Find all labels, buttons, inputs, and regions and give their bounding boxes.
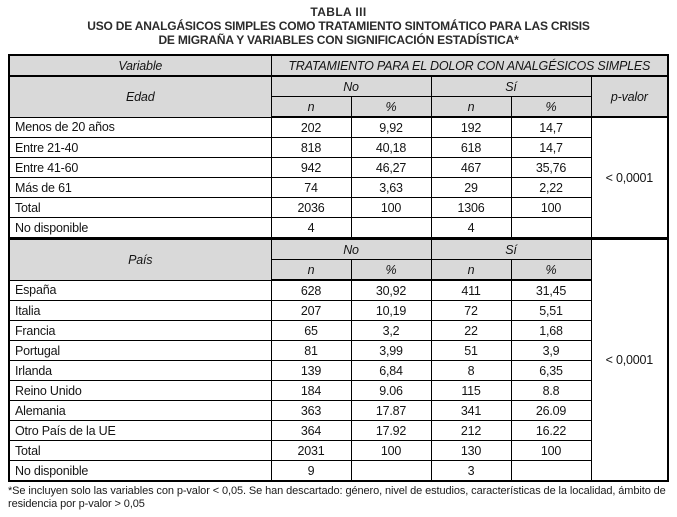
- no-pct-cell: 9.06: [351, 381, 431, 401]
- table-row: [9, 117, 668, 138]
- table-row: [9, 461, 668, 482]
- row-label-cell: Menos de 20 años: [9, 117, 271, 138]
- no-column-group-header-edad: No: [271, 76, 431, 97]
- no-pct-cell: 40,18: [351, 138, 431, 158]
- row-label-cell: No disponible: [9, 461, 271, 482]
- si-n-cell: 411: [431, 280, 511, 301]
- no-n-cell: 74: [271, 178, 351, 198]
- si-pct-cell: 16.22: [511, 421, 591, 441]
- si-n-cell: 29: [431, 178, 511, 198]
- si-pct-cell: 2,22: [511, 178, 591, 198]
- si-n-cell: 72: [431, 301, 511, 321]
- si-n-cell: 3: [431, 461, 511, 482]
- si-pct-cell: 14,7: [511, 138, 591, 158]
- no-n-cell: 207: [271, 301, 351, 321]
- no-n-cell: 2031: [271, 441, 351, 461]
- no-n-cell: 2036: [271, 198, 351, 218]
- table-row: [9, 198, 668, 218]
- si-pct-cell: 100: [511, 441, 591, 461]
- table-row: [9, 421, 668, 441]
- row-label-cell: España: [9, 280, 271, 301]
- p-value-cell-pais: < 0,0001: [591, 239, 668, 482]
- no-pct-cell: 3,63: [351, 178, 431, 198]
- si-n-cell: 22: [431, 321, 511, 341]
- no-pct-cell: 100: [351, 198, 431, 218]
- si-n-cell: 192: [431, 117, 511, 138]
- no-pct-cell: 17.92: [351, 421, 431, 441]
- si-pct-cell: 14,7: [511, 117, 591, 138]
- edad-group-header-row: [9, 76, 668, 97]
- si-column-group-header-edad: Sí: [431, 76, 591, 97]
- pais-group-header-row: [9, 239, 668, 260]
- no-pct-cell: 30,92: [351, 280, 431, 301]
- no-n-cell: 818: [271, 138, 351, 158]
- header-row-top: [9, 55, 668, 76]
- si-pct-cell: [511, 461, 591, 482]
- table-row: [9, 361, 668, 381]
- treatment-column-header: TRATAMIENTO PARA EL DOLOR CON ANALGÉSICOS SIMPLES: [271, 55, 668, 76]
- no-pct-cell: 46,27: [351, 158, 431, 178]
- no-column-group-header-pais: No: [271, 239, 431, 260]
- table-number: TABLA III: [310, 5, 367, 19]
- p-valor-column-header: p-valor: [591, 76, 668, 117]
- table-title: [8, 5, 669, 47]
- no-pct-cell: [351, 218, 431, 239]
- no-n-cell: 942: [271, 158, 351, 178]
- si-pct-cell: 1,68: [511, 321, 591, 341]
- no-n-cell: 65: [271, 321, 351, 341]
- si-pct-cell: 100: [511, 198, 591, 218]
- no-n-cell: 81: [271, 341, 351, 361]
- pais-group-header: País: [9, 239, 271, 281]
- si-n-cell: 1306: [431, 198, 511, 218]
- table-row: [9, 138, 668, 158]
- si-n-cell: 115: [431, 381, 511, 401]
- edad-group-header: Edad: [9, 76, 271, 117]
- si-pct-cell: [511, 218, 591, 239]
- si-pct-subheader-edad: %: [511, 97, 591, 118]
- no-pct-cell: 100: [351, 441, 431, 461]
- no-n-cell: 364: [271, 421, 351, 441]
- no-pct-subheader-edad: %: [351, 97, 431, 118]
- si-pct-cell: 31,45: [511, 280, 591, 301]
- no-n-subheader-edad: n: [271, 97, 351, 118]
- row-label-cell: Total: [9, 198, 271, 218]
- si-n-cell: 130: [431, 441, 511, 461]
- si-pct-cell: 26.09: [511, 401, 591, 421]
- si-n-subheader-edad: n: [431, 97, 511, 118]
- row-label-cell: Total: [9, 441, 271, 461]
- row-label-cell: No disponible: [9, 218, 271, 239]
- row-label-cell: Más de 61: [9, 178, 271, 198]
- no-pct-cell: 3,2: [351, 321, 431, 341]
- no-n-cell: 363: [271, 401, 351, 421]
- table-row: [9, 280, 668, 301]
- no-n-cell: 9: [271, 461, 351, 482]
- si-n-cell: 467: [431, 158, 511, 178]
- si-n-cell: 51: [431, 341, 511, 361]
- data-table: [8, 54, 669, 482]
- no-pct-cell: 17.87: [351, 401, 431, 421]
- row-label-cell: Italia: [9, 301, 271, 321]
- table-caption-line2: DE MIGRAÑA Y VARIABLES CON SIGNIFICACIÓN ESTADÍSTICA*: [158, 33, 519, 47]
- row-label-cell: Alemania: [9, 401, 271, 421]
- si-pct-cell: 8.8: [511, 381, 591, 401]
- table-row: [9, 441, 668, 461]
- table-row: [9, 341, 668, 361]
- no-pct-cell: [351, 461, 431, 482]
- no-pct-cell: 10,19: [351, 301, 431, 321]
- no-n-cell: 139: [271, 361, 351, 381]
- row-label-cell: Otro País de la UE: [9, 421, 271, 441]
- si-column-group-header-pais: Sí: [431, 239, 591, 260]
- no-pct-cell: 6,84: [351, 361, 431, 381]
- table-row: [9, 178, 668, 198]
- row-label-cell: Reino Unido: [9, 381, 271, 401]
- row-label-cell: Entre 41-60: [9, 158, 271, 178]
- table-row: [9, 401, 668, 421]
- si-pct-cell: 35,76: [511, 158, 591, 178]
- variable-column-header: Variable: [9, 55, 271, 76]
- row-label-cell: Irlanda: [9, 361, 271, 381]
- table-row: [9, 301, 668, 321]
- no-n-cell: 184: [271, 381, 351, 401]
- si-n-subheader-pais: n: [431, 260, 511, 281]
- table-row: [9, 158, 668, 178]
- si-pct-cell: 3,9: [511, 341, 591, 361]
- row-label-cell: Francia: [9, 321, 271, 341]
- si-pct-subheader-pais: %: [511, 260, 591, 281]
- si-n-cell: 4: [431, 218, 511, 239]
- si-pct-cell: 5,51: [511, 301, 591, 321]
- table-row: [9, 381, 668, 401]
- no-pct-cell: 9,92: [351, 117, 431, 138]
- row-label-cell: Entre 21-40: [9, 138, 271, 158]
- no-n-cell: 4: [271, 218, 351, 239]
- no-n-cell: 628: [271, 280, 351, 301]
- si-n-cell: 8: [431, 361, 511, 381]
- si-pct-cell: 6,35: [511, 361, 591, 381]
- no-pct-subheader-pais: %: [351, 260, 431, 281]
- table-row: [9, 321, 668, 341]
- table-caption-line1: USO DE ANALGÁSICOS SIMPLES COMO TRATAMIENTO SINTOMÁTICO PARA LAS CRISIS: [87, 19, 590, 33]
- no-n-cell: 202: [271, 117, 351, 138]
- no-n-subheader-pais: n: [271, 260, 351, 281]
- si-n-cell: 341: [431, 401, 511, 421]
- p-value-cell-edad: < 0,0001: [591, 117, 668, 239]
- si-n-cell: 618: [431, 138, 511, 158]
- si-n-cell: 212: [431, 421, 511, 441]
- table-row: [9, 218, 668, 239]
- no-pct-cell: 3,99: [351, 341, 431, 361]
- footnote: *Se incluyen solo las variables con p-valor < 0,05. Se han descartado: género, nivel de estudios, características de la localidad, ámbito de residencia por p-valor > 0,05: [8, 485, 666, 510]
- row-label-cell: Portugal: [9, 341, 271, 361]
